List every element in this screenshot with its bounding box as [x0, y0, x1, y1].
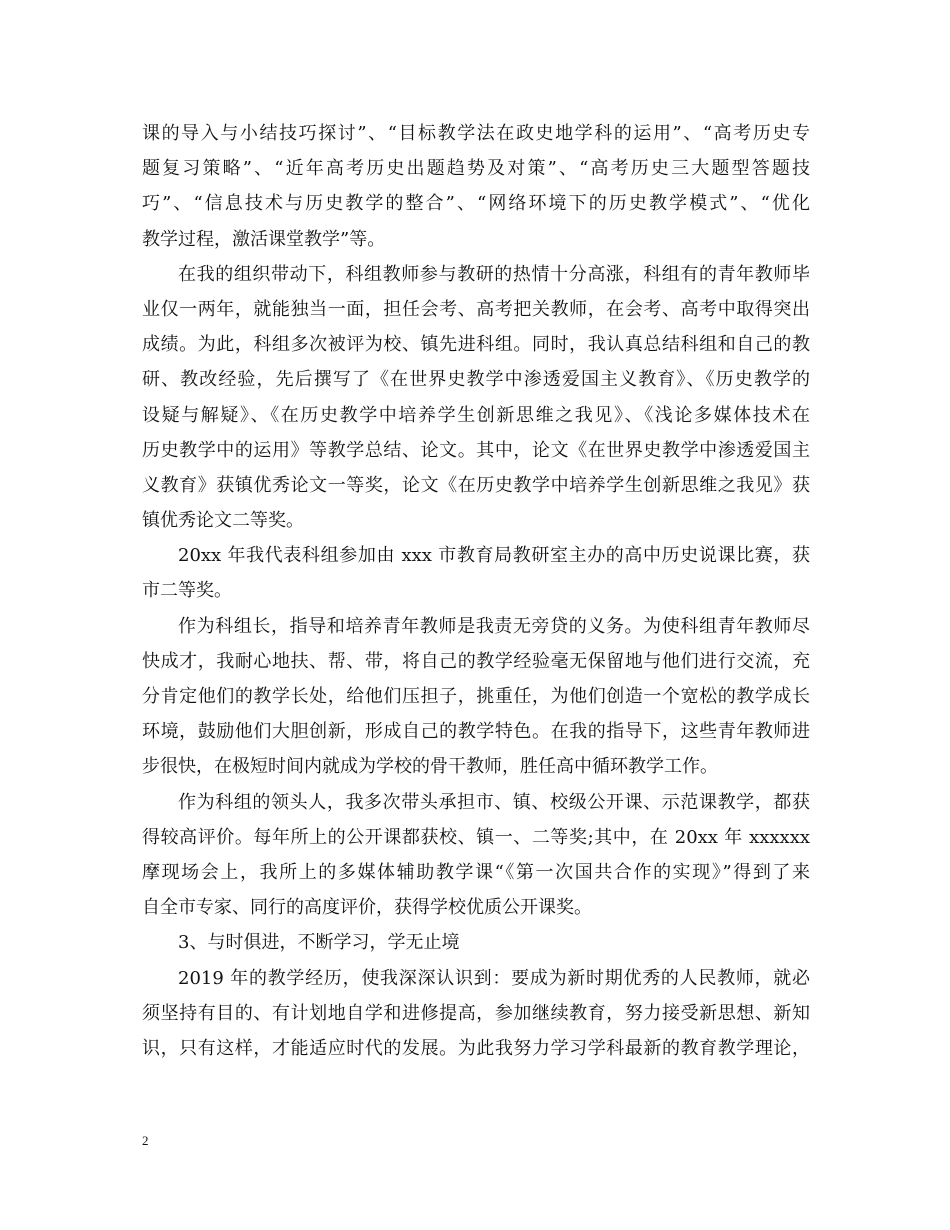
- text-line-26: 须坚持有目的、有计划地自学和进修提高，参加继续教育，努力接受新思想、新知: [142, 1002, 810, 1024]
- text-line-15: 作为科组长，指导和培养青年教师是我责无旁贷的义务。为使科组青年教师尽: [178, 615, 810, 637]
- text-line-18: 环境，鼓励他们大胆创新，形成自己的教学特色。在我的指导下，这些青年教师进: [142, 721, 810, 743]
- text-line-22: 摩现场会上，我所上的多媒体辅助教学课“《第一次国共合作的实现》”得到了来: [142, 861, 810, 883]
- page-number: 2: [142, 1133, 149, 1148]
- text-line-10: 历史教学中的运用》等教学总结、论文。其中，论文《在世界史教学中渗透爱国主: [142, 439, 810, 461]
- text-line-8: 研、教改经验，先后撰写了《在世界史教学中渗透爱国主义教育》、《历史教学的: [142, 369, 810, 391]
- body-text: [142, 116, 810, 1066]
- text-line-16: 快成才，我耐心地扶、帮、带，将自己的教学经验毫无保留地与他们进行交流，充: [142, 650, 810, 672]
- text-line-11: 义教育》获镇优秀论文一等奖，论文《在历史教学中培养学生创新思维之我见》获: [142, 474, 810, 496]
- section-heading: 3、与时俱进，不断学习，学无止境: [178, 932, 460, 954]
- text-line-25: 2019 年的教学经历，使我深深认识到：要成为新时期优秀的人民教师，就必: [178, 967, 810, 989]
- text-line-6: 业仅一两年，就能独当一面，担任会考、高考把关教师，在会考、高考中取得突出: [142, 298, 810, 320]
- text-line-9: 设疑与解疑》、《在历史教学中培养学生创新思维之我见》、《浅论多媒体技术在: [142, 404, 810, 426]
- text-line-20: 作为科组的领头人，我多次带头承担市、镇、校级公开课、示范课教学，都获: [178, 791, 810, 813]
- text-line-12: 镇优秀论文二等奖。: [142, 510, 304, 532]
- text-line-3: 巧”、“信息技术与历史教学的整合”、“网络环境下的历史教学模式”、“优化: [142, 193, 810, 215]
- text-line-23: 自全市专家、同行的高度评价，获得学校优质公开课奖。: [142, 897, 592, 919]
- text-line-13: 20xx 年我代表科组参加由 xxx 市教育局教研室主办的高中历史说课比赛，获: [178, 545, 810, 567]
- text-line-21: 得较高评价。每年所上的公开课都获校、镇一、二等奖;其中，在 20xx 年 xxxxxx: [142, 826, 810, 848]
- text-line-14: 市二等奖。: [142, 580, 232, 602]
- text-line-5: 在我的组织带动下，科组教师参与教研的热情十分高涨，科组有的青年教师毕: [178, 263, 810, 285]
- text-line-7: 成绩。为此，科组多次被评为校、镇先进科组。同时，我认真总结科组和自己的教: [142, 334, 810, 356]
- text-line-17: 分肯定他们的教学长处，给他们压担子，挑重任，为他们创造一个宽松的教学成长: [142, 686, 810, 707]
- text-line-1: 课的导入与小结技巧探讨”、“目标教学法在政史地学科的运用”、“高考历史专: [142, 123, 810, 144]
- text-line-27: 识，只有这样，才能适应时代的发展。为此我努力学习学科最新的教育教学理论，: [142, 1037, 810, 1059]
- text-line-2: 题复习策略”、“近年高考历史出题趋势及对策”、“高考历史三大题型答题技: [142, 158, 810, 180]
- text-line-4: 教学过程，激活课堂教学”等。: [142, 228, 386, 250]
- text-line-19: 步很快，在极短时间内就成为学校的骨干教师，胜任高中循环教学工作。: [142, 756, 718, 778]
